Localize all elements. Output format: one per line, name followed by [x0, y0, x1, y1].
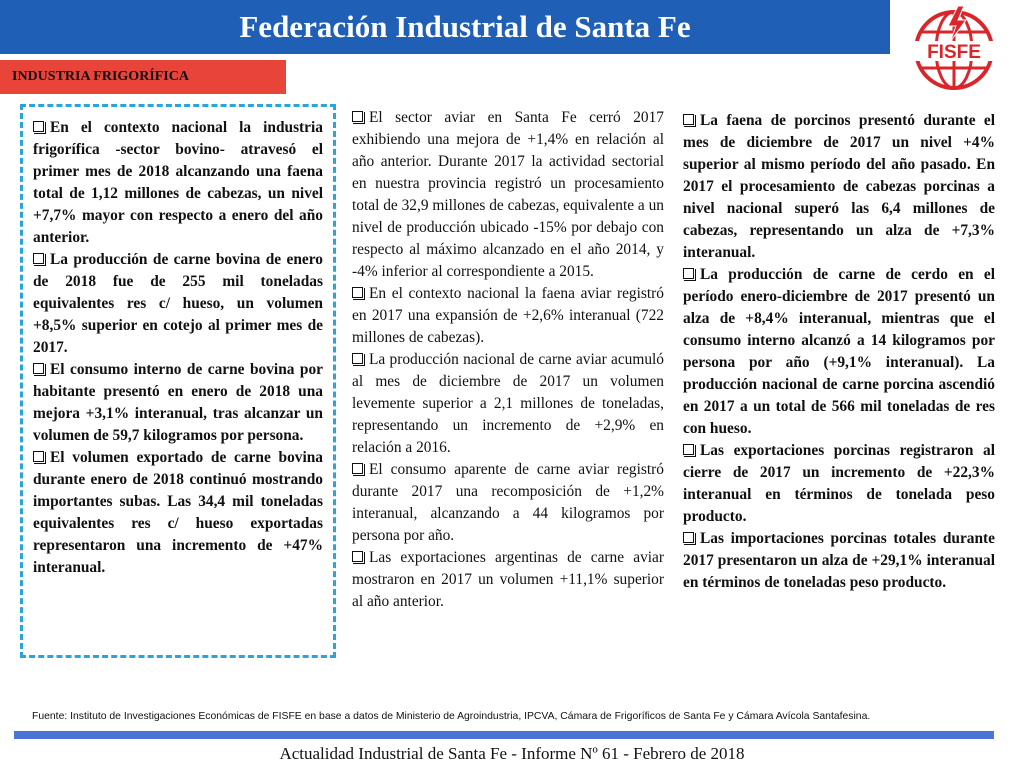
bullet-icon	[683, 532, 694, 543]
bovine-paragraph: La producción de carne bovina de enero de 2018 fue de 255 mil toneladas equivalentes res c/ hueso, un volumen +8,5% superior en cotejo al primer mes de 2017.	[33, 251, 323, 356]
pork-column	[683, 110, 995, 594]
bullet-icon	[33, 253, 44, 264]
pork-paragraph: Las importaciones porcinas totales durante 2017 presentaron un alza de +29,1% interanual en términos de toneladas peso producto.	[683, 530, 995, 591]
bullet-icon	[352, 551, 363, 562]
bovine-paragraph: El volumen exportado de carne bovina durante enero de 2018 continuó mostrando importantes subas. Las 34,4 mil toneladas equivalentes res c/ hueso exportadas representaron una incremento de +47% interanual.	[33, 449, 323, 576]
bovine-paragraph: En el contexto nacional la industria frigorífica -sector bovino- atravesó el primer mes de 2018 alcanzando una faena total de 1,12 millones de cabezas, un nivel +7,7% mayor con respecto a enero del año anterior.	[33, 119, 323, 246]
bullet-icon	[33, 363, 44, 374]
bullet-icon	[683, 114, 694, 125]
section-tab	[0, 60, 286, 94]
bovine-column-box	[20, 104, 336, 658]
pork-paragraph: La producción de carne de cerdo en el período enero-diciembre de 2017 presentó un alza de +8,4% interanual, mientras que el consumo interno alcanzó a 14 kilogramos por persona por año (+9,1% interanual). La producción nacional de carne porcina ascendió en 2017 a un total de 566 mil toneladas de res con hueso.	[683, 266, 995, 437]
poultry-paragraph: Las exportaciones argentinas de carne aviar mostraron en 2017 un volumen +11,1% superior al año anterior.	[352, 549, 664, 610]
section-label: INDUSTRIA FRIGORÍFICA	[12, 69, 189, 84]
poultry-paragraph: La producción nacional de carne aviar acumuló al mes de diciembre de 2017 un volumen levemente superior a 2,1 millones de toneladas, representando un incremento de +2,9% en relación a 2016.	[352, 351, 664, 456]
poultry-paragraph: El sector aviar en Santa Fe cerró 2017 exhibiendo una mejora de +1,4% en relación al año anterior. Durante 2017 la actividad sectorial en nuestra provincia registró un procesamiento total de 32,9 millones de cabezas, equivalente a un nivel de producción ubicado -15% por debajo con respecto al máximo alcanzado en el año 2014, y -4% inferior al correspondiente a 2015.	[352, 109, 664, 280]
bullet-icon	[33, 451, 44, 462]
poultry-paragraph: El consumo aparente de carne aviar registró durante 2017 una recomposición de +1,2% interanual, alcanzando a 44 kilogramos por persona por año.	[352, 461, 664, 544]
poultry-column	[352, 107, 664, 613]
bovine-paragraph: El consumo interno de carne bovina por habitante presentó en enero de 2018 una mejora +3,1% interanual, tras alcanzar un volumen de 59,7 kilogramos por persona.	[33, 361, 323, 444]
pork-paragraph: La faena de porcinos presentó durante el mes de diciembre de 2017 un nivel +4% superior al mismo período del año pasado. En 2017 el procesamiento de cabezas porcinas a nivel nacional superó las 6,4 millones de cabezas, representando un alza de +7,3% interanual.	[683, 112, 995, 261]
pork-paragraph: Las exportaciones porcinas registraron al cierre de 2017 un incremento de +22,3% interanual en términos de tonelada peso producto.	[683, 442, 995, 525]
footer-text: Actualidad Industrial de Santa Fe - Informe Nº 61 - Febrero de 2018	[279, 744, 745, 763]
page-title: Federación Industrial de Santa Fe	[239, 9, 691, 44]
logo-text: FISFE	[927, 42, 981, 63]
fisfe-logo	[904, 4, 1004, 100]
bullet-icon	[352, 111, 363, 122]
bullet-icon	[352, 353, 363, 364]
fisfe-globe-logo-icon	[904, 4, 1004, 100]
footer-divider	[14, 731, 994, 739]
poultry-paragraph: En el contexto nacional la faena aviar registró en 2017 una expansión de +2,6% interanual (722 millones de cabezas).	[352, 285, 664, 346]
header-bar	[0, 0, 890, 54]
bullet-icon	[352, 287, 363, 298]
bullet-icon	[33, 121, 44, 132]
source-note: Fuente: Instituto de Investigaciones Económicas de FISFE en base a datos de Ministerio de Agroindustria, IPCVA, Cámara de Frigoríficos de Santa Fe y Cámara Avícola Santafesina.	[32, 711, 871, 722]
bullet-icon	[683, 268, 694, 279]
bullet-icon	[683, 444, 694, 455]
bullet-icon	[352, 463, 363, 474]
